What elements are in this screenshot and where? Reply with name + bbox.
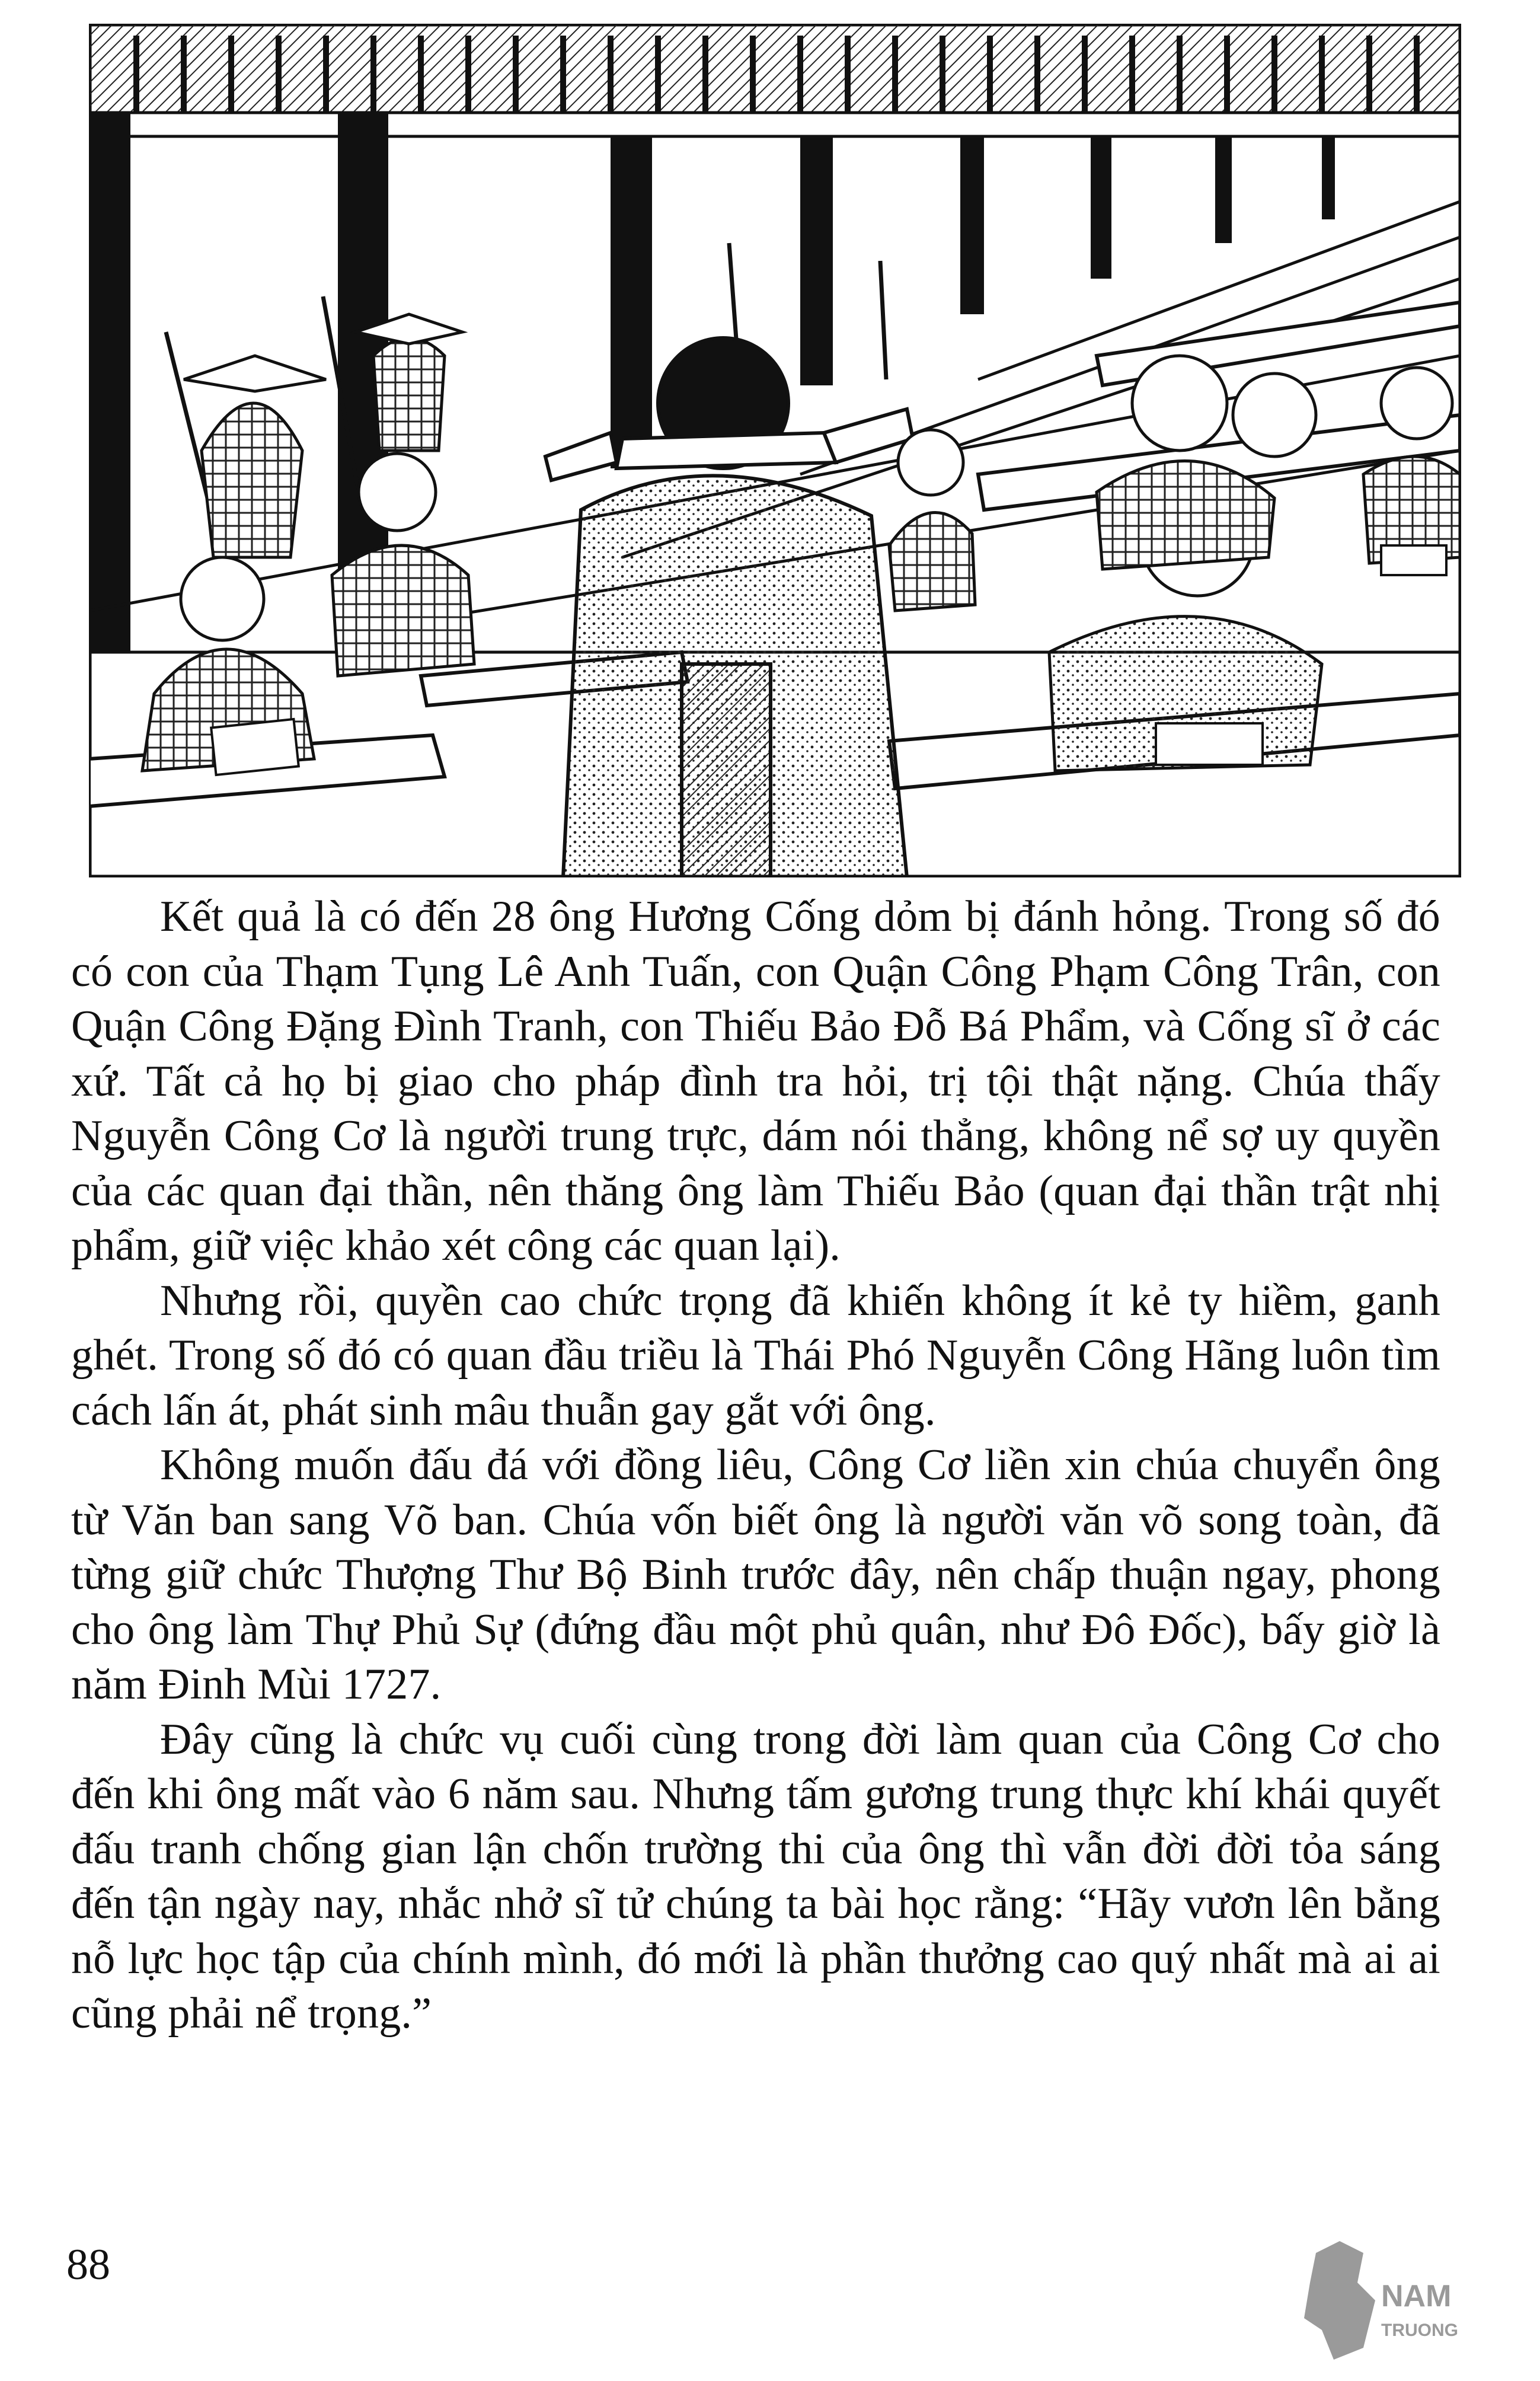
svg-text:TRUONG: TRUONG bbox=[1381, 2321, 1458, 2340]
exam-hall-illustration bbox=[89, 24, 1461, 877]
publisher-logo bbox=[1292, 2229, 1470, 2372]
paragraph-3: Không muốn đấu đá với đồng liêu, Công Cơ liền xin chúa chuyển ông từ Văn ban sang Võ ban. Chúa vốn biết ông là người văn võ song toàn, đã từng giữ chức Thượng Thư Bộ Binh trước đây, nên chấp thuận ngay, phong cho ông làm Thự Phủ Sự (đứng đầu một phủ quân, như Đô Đốc), bấy giờ là năm Đinh Mùi 1727. bbox=[71, 1441, 1440, 1709]
body-text bbox=[71, 889, 1440, 2041]
paragraph-4: Đây cũng là chức vụ cuối cùng trong đời làm quan của Công Cơ cho đến khi ông mất vào 6 năm sau. Nhưng tấm gương trung thực khí khái quyết đấu tranh chống gian lận chốn trường thi của ông thì vẫn đời đời tỏa sáng đến tận ngày nay, nhắc nhở sĩ tử chúng ta bài học rằng: “Hãy vươn lên bằng nỗ lực học tập của chính mình, đó mới là phần thưởng cao quý nhất mà ai ai cũng phải nể trọng.” bbox=[71, 1715, 1440, 2038]
paragraph-1: Kết quả là có đến 28 ông Hương Cống dỏm bị đánh hỏng. Trong số đó có con của Thạm Tụng Lê Anh Tuấn, con Quận Công Phạm Công Trân, con Quận Công Đặng Đình Tranh, con Thiếu Bảo Đỗ Bá Phẩm, và Cống sĩ ở các xứ. Tất cả họ bị giao cho pháp đình tra hỏi, trị tội thật nặng. Chúa thấy Nguyễn Công Cơ là người trung trực, dám nói thẳng, không nể sợ uy quyền của các quan đại thần, nên thăng ông làm Thiếu Bảo (quan đại thần trật nhị phẩm, giữ việc khảo xét công các quan lại). bbox=[71, 892, 1440, 1270]
svg-text:NAM: NAM bbox=[1381, 2279, 1452, 2313]
paragraph-2: Nhưng rồi, quyền cao chức trọng đã khiến không ít kẻ ty hiềm, ganh ghét. Trong số đó có quan đầu triều là Thái Phó Nguyễn Công Hãng luôn tìm cách lấn át, phát sinh mâu thuẫn gay gắt với ông. bbox=[71, 1276, 1440, 1435]
page-number: 88 bbox=[66, 2240, 110, 2289]
